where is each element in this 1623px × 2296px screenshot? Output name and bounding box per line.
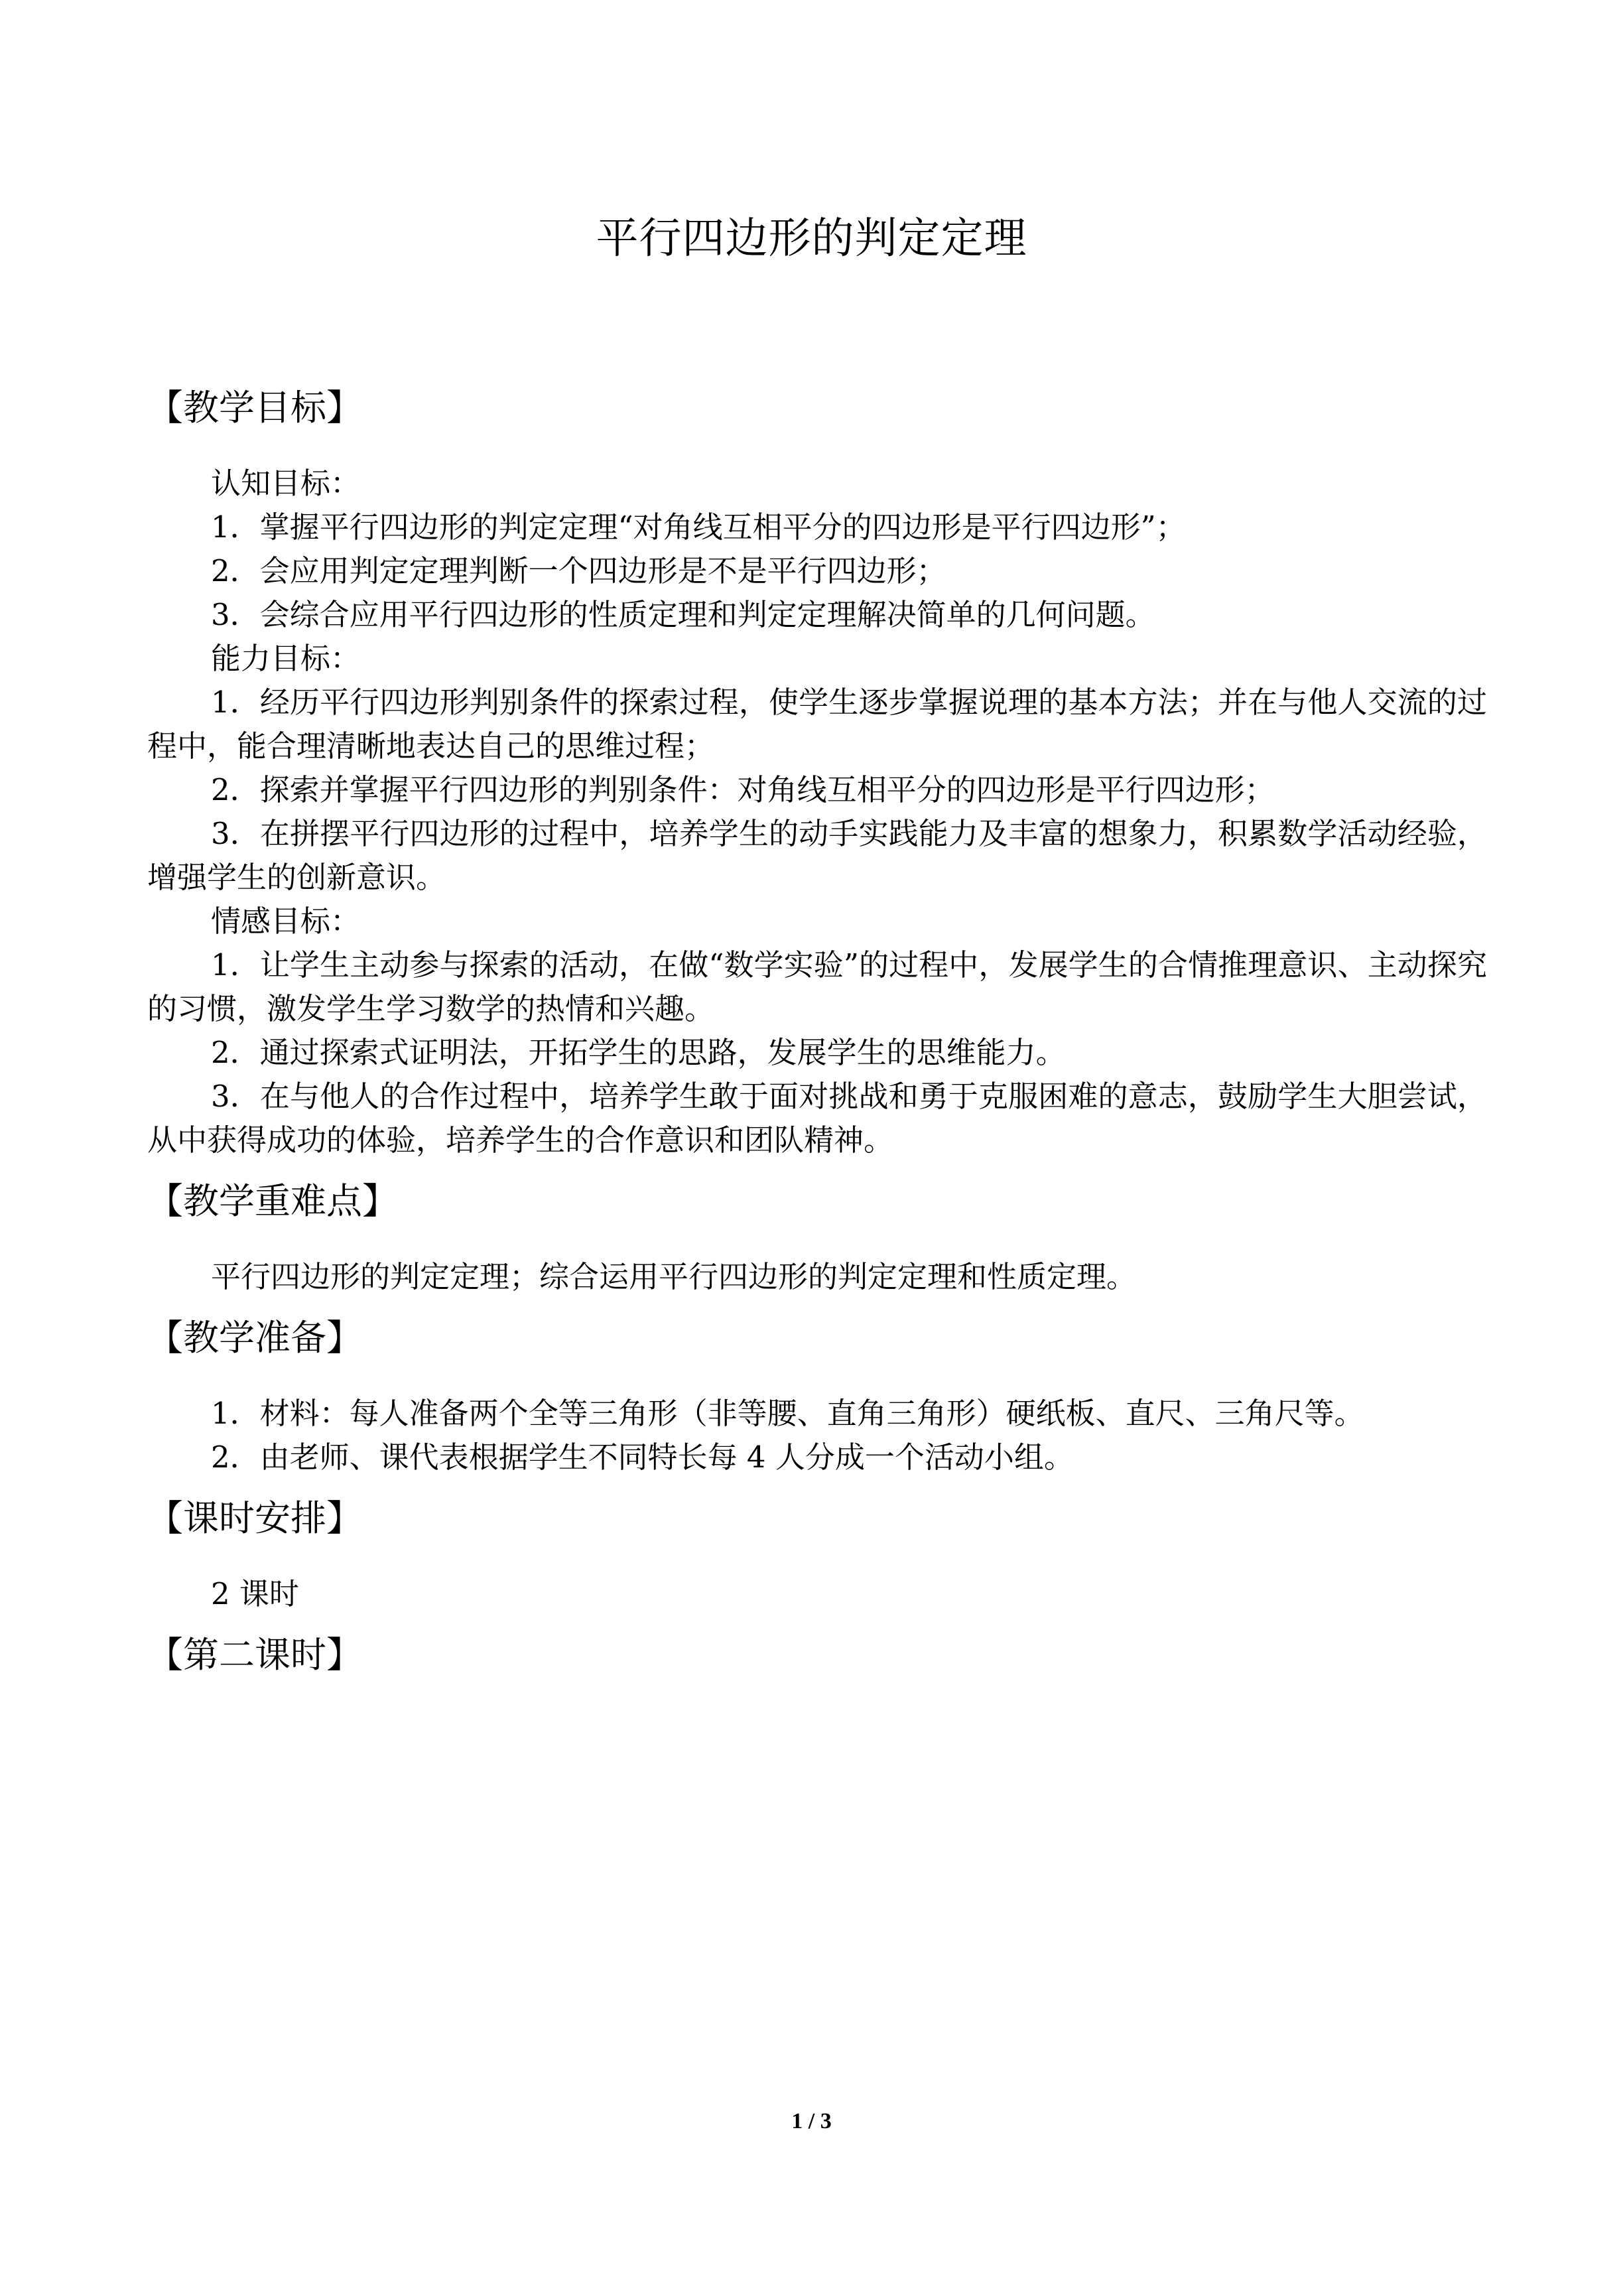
paragraph: 3．在与他人的合作过程中，培养学生敢于面对挑战和勇于克服困难的意志，鼓励学生大胆尝试，从中获得成功的体验，培养学生的合作意识和团队精神。 (147, 1079, 1487, 1158)
paragraph: 2．探索并掌握平行四边形的判别条件：对角线互相平分的四边形是平行四边形； (211, 772, 1275, 807)
paragraph: 2．通过探索式证明法，开拓学生的思路，发展学生的思维能力。 (211, 1035, 1066, 1070)
paragraph: 认知目标： (211, 466, 361, 501)
paragraph: 1．让学生主动参与探索的活动，在做“数学实验”的过程中，发展学生的合情推理意识、主动探究的习惯，激发学生学习数学的热情和兴趣。 (147, 947, 1487, 1026)
section-teaching-objectives (147, 385, 1487, 1162)
section-key-difficulties (147, 1178, 1487, 1299)
paragraph: 能力目标： (211, 641, 361, 676)
paragraph: 平行四边形的判定定理；综合运用平行四边形的判定定理和性质定理。 (211, 1259, 1137, 1294)
paragraph: 1．材料：每人准备两个全等三角形（非等腰、直角三角形）硬纸板、直尺、三角尺等。 (211, 1396, 1364, 1431)
section-teaching-preparation (147, 1315, 1487, 1479)
paragraph: 2 课时 (211, 1576, 299, 1611)
paragraph: 2．会应用判定定理判断一个四边形是不是平行四边形； (211, 553, 946, 588)
section-heading: 【教学准备】 (147, 1317, 362, 1359)
section-heading: 【教学目标】 (147, 387, 362, 429)
paragraph: 1．经历平行四边形判别条件的探索过程，使学生逐步掌握说理的基本方法；并在与他人交流的过程中，能合理清晰地表达自己的思维过程； (147, 685, 1487, 764)
paragraph: 3．在拼摆平行四边形的过程中，培养学生的动手实践能力及丰富的想象力，积累数学活动经验，增强学生的创新意识。 (147, 816, 1487, 895)
section-class-schedule (147, 1495, 1487, 1616)
page-title: 平行四边形的判定定理 (596, 214, 1027, 263)
paragraph: 情感目标： (211, 904, 361, 939)
section-heading: 【第二课时】 (147, 1634, 362, 1676)
section-second-lesson (147, 1632, 1487, 1678)
paragraph: 3．会综合应用平行四边形的性质定理和判定定理解决简单的几何问题。 (211, 597, 1155, 632)
section-heading: 【课时安排】 (147, 1497, 362, 1539)
paragraph: 1．掌握平行四边形的判定定理“对角线互相平分的四边形是平行四边形”； (211, 509, 1186, 545)
page-number: 1 / 3 (791, 2109, 832, 2133)
document-body (147, 385, 1487, 1678)
paragraph: 2．由老师、课代表根据学生不同特长每 4 人分成一个活动小组。 (211, 1440, 1074, 1475)
section-heading: 【教学重难点】 (147, 1180, 398, 1222)
